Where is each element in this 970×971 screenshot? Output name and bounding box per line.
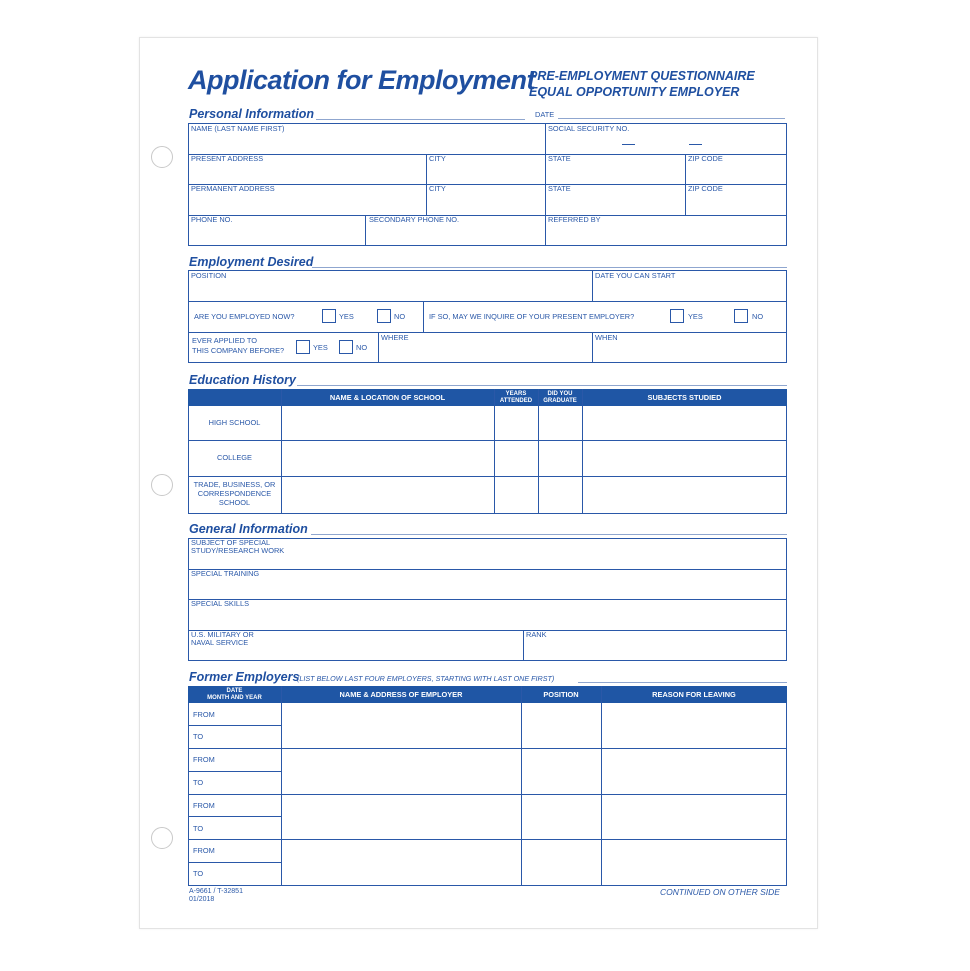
col-header-employer-name: NAME & ADDRESS OF EMPLOYER bbox=[339, 690, 463, 699]
from-label: FROM bbox=[193, 755, 215, 764]
applied-before-label-line1: EVER APPLIED TO bbox=[192, 336, 258, 345]
section-heading-employers: Former Employers bbox=[189, 670, 300, 684]
to-label: TO bbox=[193, 778, 204, 787]
present-city-field[interactable]: CITY bbox=[429, 154, 446, 163]
inquire-employer-label: IF SO, MAY WE INQUIRE OF YOUR PRESENT EMPLOYER? bbox=[429, 312, 635, 321]
row-label-high-school: HIGH SCHOOL bbox=[208, 418, 261, 427]
heading-rule bbox=[316, 119, 525, 120]
rank-field[interactable]: RANK bbox=[526, 630, 547, 639]
special-study-field-line1[interactable]: SUBJECT OF SPECIAL bbox=[191, 538, 271, 547]
form-title: Application for Employment bbox=[188, 65, 536, 95]
heading-rule bbox=[312, 267, 787, 268]
present-zip-field[interactable]: ZIP CODE bbox=[688, 154, 723, 163]
row-label-trade-1: TRADE, BUSINESS, OR bbox=[193, 480, 276, 489]
col-header-subjects: SUBJECTS STUDIED bbox=[647, 393, 722, 402]
form-subtitle-eoe: EQUAL OPPORTUNITY EMPLOYER bbox=[529, 85, 740, 99]
to-label: TO bbox=[193, 824, 204, 833]
col-header-date-2: MONTH AND YEAR bbox=[207, 695, 262, 701]
form-date: 01/2018 bbox=[189, 896, 215, 903]
binder-hole bbox=[151, 474, 173, 496]
row-label-trade-3: SCHOOL bbox=[218, 498, 251, 507]
former-employers-table bbox=[188, 686, 787, 886]
row-label-college: COLLEGE bbox=[217, 453, 252, 462]
col-header-years-1: YEARS bbox=[505, 391, 527, 397]
form-subtitle-questionnaire: PRE-EMPLOYMENT QUESTIONNAIRE bbox=[529, 69, 755, 83]
military-service-field-line1[interactable]: U.S. MILITARY OR bbox=[191, 630, 254, 639]
yes-label: YES bbox=[339, 312, 354, 321]
col-header-graduate-1: DID YOU bbox=[547, 391, 573, 397]
section-heading-education: Education History bbox=[189, 373, 296, 387]
when-field[interactable]: WHEN bbox=[595, 333, 618, 342]
col-header-graduate-2: GRADUATE bbox=[543, 398, 577, 404]
yes-label: YES bbox=[688, 312, 703, 321]
col-header-reason: REASON FOR LEAVING bbox=[652, 690, 736, 699]
no-label: NO bbox=[356, 343, 368, 352]
no-label: NO bbox=[752, 312, 764, 321]
employed-now-label: ARE YOU EMPLOYED NOW? bbox=[194, 312, 295, 321]
col-header-years-2: ATTENDED bbox=[499, 398, 533, 404]
position-field[interactable]: POSITION bbox=[191, 271, 227, 280]
military-service-field-line2[interactable]: NAVAL SERVICE bbox=[191, 638, 249, 647]
from-label: FROM bbox=[193, 801, 215, 810]
col-header-school-name: NAME & LOCATION OF SCHOOL bbox=[329, 393, 446, 402]
col-header-date-1: DATE bbox=[226, 688, 243, 694]
permanent-state-field[interactable]: STATE bbox=[548, 184, 571, 193]
to-label: TO bbox=[193, 732, 204, 741]
binder-hole bbox=[151, 146, 173, 168]
from-label: FROM bbox=[193, 710, 215, 719]
employed-now-no-checkbox[interactable] bbox=[377, 309, 391, 323]
continued-note: CONTINUED ON OTHER SIDE bbox=[660, 887, 780, 897]
inquire-yes-checkbox[interactable] bbox=[670, 309, 684, 323]
heading-rule bbox=[297, 385, 787, 386]
from-label: FROM bbox=[193, 846, 215, 855]
ssn-field[interactable]: SOCIAL SECURITY NO. bbox=[548, 124, 630, 133]
permanent-address-field[interactable]: PERMANENT ADDRESS bbox=[191, 184, 275, 193]
special-training-field[interactable]: SPECIAL TRAINING bbox=[191, 569, 260, 578]
heading-rule bbox=[578, 682, 787, 683]
phone-field[interactable]: PHONE NO. bbox=[191, 215, 233, 224]
form-number: A-9661 / T-32851 bbox=[189, 888, 243, 895]
present-state-field[interactable]: STATE bbox=[548, 154, 571, 163]
applied-before-label-line2: THIS COMPANY BEFORE? bbox=[192, 346, 285, 355]
employers-note: (LIST BELOW LAST FOUR EMPLOYERS, STARTING WITH LAST ONE FIRST) bbox=[297, 674, 555, 683]
application-form-sheet bbox=[139, 37, 818, 929]
secondary-phone-field[interactable]: SECONDARY PHONE NO. bbox=[369, 215, 460, 224]
inquire-no-checkbox[interactable] bbox=[734, 309, 748, 323]
permanent-city-field[interactable]: CITY bbox=[429, 184, 446, 193]
referred-by-field[interactable]: REFERRED BY bbox=[548, 215, 601, 224]
no-label: NO bbox=[394, 312, 406, 321]
yes-label: YES bbox=[313, 343, 328, 352]
special-skills-field[interactable]: SPECIAL SKILLS bbox=[191, 599, 250, 608]
employed-now-yes-checkbox[interactable] bbox=[322, 309, 336, 323]
where-field[interactable]: WHERE bbox=[381, 333, 409, 342]
name-field[interactable]: NAME (LAST NAME FIRST) bbox=[191, 124, 285, 133]
special-study-field-line2[interactable]: STUDY/RESEARCH WORK bbox=[191, 546, 285, 555]
section-heading-employment: Employment Desired bbox=[189, 255, 314, 269]
date-field[interactable] bbox=[558, 118, 785, 119]
permanent-zip-field[interactable]: ZIP CODE bbox=[688, 184, 723, 193]
section-heading-personal: Personal Information bbox=[189, 107, 315, 121]
to-label: TO bbox=[193, 869, 204, 878]
date-label: DATE bbox=[535, 110, 555, 119]
start-date-field[interactable]: DATE YOU CAN START bbox=[595, 271, 676, 280]
row-label-trade-2: CORRESPONDENCE bbox=[197, 489, 272, 498]
section-heading-general: General Information bbox=[189, 522, 308, 536]
present-address-field[interactable]: PRESENT ADDRESS bbox=[191, 154, 264, 163]
binder-hole bbox=[151, 827, 173, 849]
applied-before-no-checkbox[interactable] bbox=[339, 340, 353, 354]
applied-before-yes-checkbox[interactable] bbox=[296, 340, 310, 354]
col-header-position: POSITION bbox=[543, 690, 579, 699]
heading-rule bbox=[311, 534, 787, 535]
